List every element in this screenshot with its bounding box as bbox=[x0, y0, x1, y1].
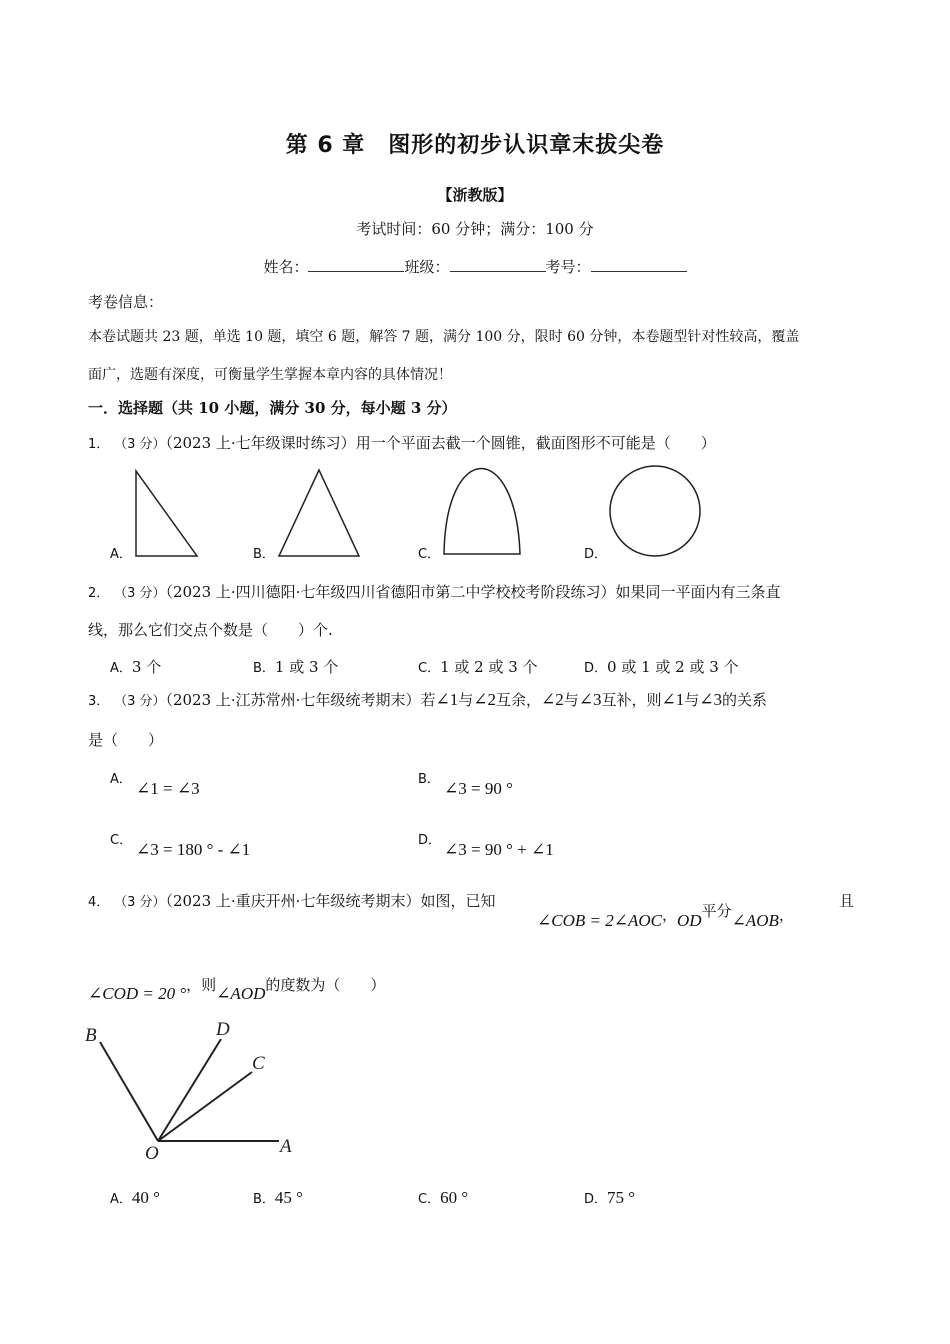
point-c-label: C bbox=[252, 1053, 265, 1074]
ray-oc bbox=[158, 1072, 252, 1141]
q1-option-d-label[interactable]: D． bbox=[584, 547, 608, 562]
q3-option-d-expr[interactable]: ∠3 = 90 ° + ∠1 bbox=[444, 840, 554, 859]
class-label: 班级： bbox=[404, 258, 450, 276]
q1-option-a-label[interactable]: A． bbox=[110, 547, 132, 562]
q4-and: 且 bbox=[839, 892, 855, 910]
q3-number: 3． bbox=[88, 694, 110, 709]
q4-option-b-text: 45 ° bbox=[274, 1188, 303, 1207]
q4-option-b[interactable] bbox=[253, 1188, 303, 1208]
q2-option-b-text: 1 或 3 个 bbox=[274, 658, 339, 676]
point-a-label: A bbox=[280, 1136, 292, 1157]
info-line-2: 面广，选题有深度，可衡量学生掌握本章内容的具体情况！ bbox=[88, 367, 452, 383]
q3-angle2b: ∠2 bbox=[541, 690, 564, 709]
info-line-1: 本卷试题共 23 题，单选 10 题，填空 6 题，解答 7 题，满分 100 分，限时 60 分钟，本卷题型针对性较高，覆盖 bbox=[88, 329, 800, 345]
exam-time: 考试时间：60 分钟；满分：100 分 bbox=[356, 220, 594, 238]
number-label: 考号： bbox=[545, 258, 591, 276]
q2-stem-line1: 如果同一平面内有三条直 bbox=[615, 583, 781, 601]
ray-ob bbox=[100, 1042, 158, 1141]
q4-option-a-label: A． bbox=[110, 1192, 132, 1207]
q3-stem-b: 与 bbox=[458, 691, 474, 709]
q3-stem-f: 与 bbox=[684, 691, 700, 709]
q3-stem-c: 互余， bbox=[495, 691, 541, 709]
q4-option-d[interactable] bbox=[584, 1188, 635, 1208]
q3-source: （2023 上·江苏常州·七年级统考期末） bbox=[165, 691, 421, 709]
q3-angle3b: ∠3 bbox=[699, 690, 723, 709]
q4-option-c[interactable] bbox=[418, 1188, 468, 1208]
q2-stem-line2: 线，那么它们交点个数是（ ）个. bbox=[88, 621, 333, 639]
q4-option-c-text: 60 ° bbox=[440, 1188, 469, 1207]
q4-bisect: 平分 bbox=[701, 902, 732, 920]
q1-stem: 用一个平面去截一个圆锥，截面图形不可能是（ ） bbox=[355, 434, 716, 452]
q3-angle1b: ∠1 bbox=[661, 690, 685, 709]
q3-option-a-expr[interactable]: ∠1 = ∠3 bbox=[136, 779, 200, 798]
q4-expr2: ∠AOB bbox=[731, 911, 779, 930]
q4-option-d-text: 75 ° bbox=[607, 1188, 636, 1207]
name-label: 姓名： bbox=[263, 258, 309, 276]
q4-source: （2023 上·重庆开州·七年级统考期末） bbox=[165, 892, 421, 910]
q4-score: （3 分） bbox=[114, 895, 166, 910]
q1-source: （2023 上·七年级课时练习） bbox=[165, 434, 356, 452]
q2-number: 2． bbox=[88, 586, 110, 601]
q1-score: （3 分） bbox=[114, 437, 166, 452]
q3-angle2: ∠2 bbox=[473, 690, 496, 709]
q3-angle1: ∠1 bbox=[435, 690, 459, 709]
point-d-label: D bbox=[216, 1019, 230, 1040]
q4-option-a[interactable] bbox=[110, 1188, 160, 1208]
q2-option-a-text: 3 个 bbox=[131, 658, 162, 676]
q2-option-d-text: 0 或 1 或 2 或 3 个 bbox=[607, 658, 739, 676]
q4-comma1: ， bbox=[661, 906, 677, 924]
edition-label: 【浙教版】 bbox=[437, 186, 513, 204]
q1-number: 1． bbox=[88, 437, 110, 452]
ray-od bbox=[158, 1039, 221, 1141]
q4-option-a-text: 40 ° bbox=[131, 1188, 160, 1207]
q1-option-b-label[interactable]: B． bbox=[253, 547, 275, 562]
q4-comma2: ， bbox=[778, 906, 794, 924]
section-heading: 一．选择题（共 10 小题，满分 30 分，每小题 3 分） bbox=[88, 399, 457, 417]
q2-source: （2023 上·四川德阳·七年级四川省德阳市第二中学校校考阶段练习） bbox=[165, 583, 616, 601]
q1-option-c-label[interactable]: C． bbox=[418, 547, 441, 562]
q2-option-b-label: B． bbox=[253, 661, 275, 676]
point-o-label: O bbox=[145, 1143, 159, 1164]
q3-stem-line2: 是（ ） bbox=[88, 731, 164, 749]
q4-stem-a: 如图，已知 bbox=[420, 892, 496, 910]
q4-expr1: ∠COB = 2∠AOC bbox=[537, 911, 662, 930]
q4-stem-c: 的度数为（ ） bbox=[265, 976, 386, 994]
q3-angle3: ∠3 bbox=[578, 690, 602, 709]
q3-option-d-label[interactable]: D． bbox=[418, 833, 442, 848]
q4-option-b-label: B． bbox=[253, 1192, 275, 1207]
q4-od: OD bbox=[676, 911, 702, 930]
q3-option-b-expr[interactable]: ∠3 = 90 ° bbox=[444, 779, 513, 798]
q2-score: （3 分） bbox=[114, 586, 166, 601]
q4-expr4: ∠AOD bbox=[216, 984, 266, 1003]
info-heading: 考卷信息： bbox=[88, 293, 164, 311]
q3-option-c-label[interactable]: C． bbox=[110, 833, 133, 848]
q3-stem-a: 若 bbox=[420, 691, 436, 709]
q4-option-c-label: C． bbox=[418, 1192, 441, 1207]
point-b-label: B bbox=[85, 1025, 97, 1046]
q2-option-a-label: A． bbox=[110, 661, 132, 676]
q3-stem-d: 与 bbox=[563, 691, 579, 709]
q4-expr3: ∠COD = 20 ° bbox=[88, 984, 187, 1003]
q2-option-c-label: C． bbox=[418, 661, 441, 676]
q3-option-b-label[interactable]: B． bbox=[418, 772, 440, 787]
q2-option-d-label: D． bbox=[584, 661, 608, 676]
q4-number: 4． bbox=[88, 895, 110, 910]
q3-stem-g: 的关系 bbox=[722, 691, 768, 709]
page-title: 第 6 章 图形的初步认识章末拔尖卷 bbox=[285, 133, 665, 158]
q3-option-c-expr[interactable]: ∠3 = 180 ° - ∠1 bbox=[136, 840, 251, 859]
q2-option-c-text: 1 或 2 或 3 个 bbox=[440, 658, 538, 676]
q3-score: （3 分） bbox=[114, 694, 166, 709]
q3-option-a-label[interactable]: A． bbox=[110, 772, 132, 787]
q4-stem-b: ，则 bbox=[186, 976, 217, 994]
q4-option-d-label: D． bbox=[584, 1192, 608, 1207]
q3-stem-e: 互补，则 bbox=[601, 691, 662, 709]
